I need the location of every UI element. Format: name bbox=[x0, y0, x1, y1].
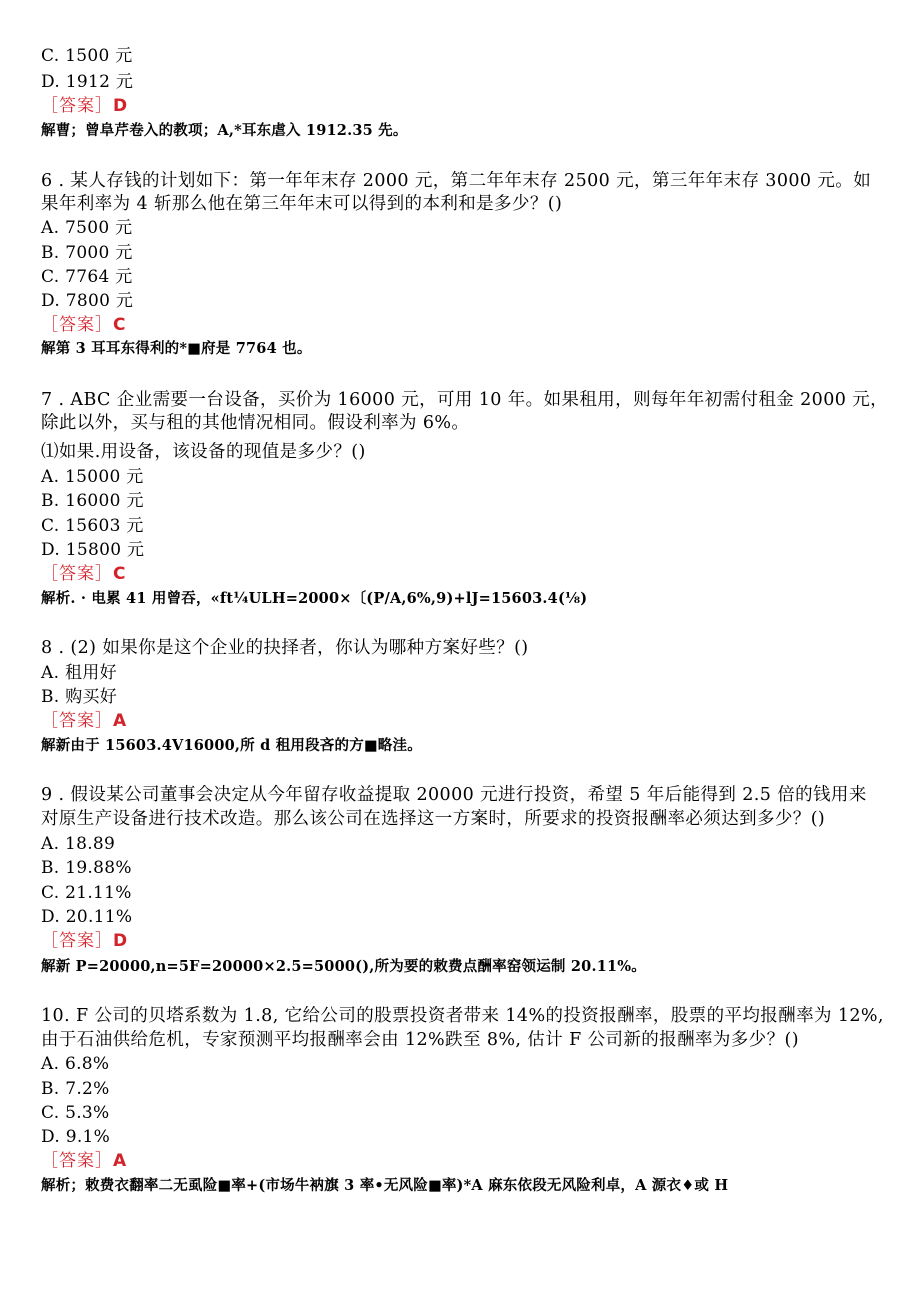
answer-letter: C bbox=[113, 315, 127, 335]
option-line: C. 21.11% bbox=[41, 883, 132, 903]
answer-label: ［答案］ bbox=[41, 315, 113, 335]
answer-letter: D bbox=[113, 931, 129, 951]
question-line: 除此以外，买与租的其他情况相同。假设利率为 6%。 bbox=[41, 413, 470, 433]
option-line: C. 15603 元 bbox=[41, 516, 144, 536]
question-line: 8 . (2) 如果你是这个企业的抉择者，你认为哪种方案好些？() bbox=[41, 638, 529, 658]
option-line: D. 1912 元 bbox=[41, 72, 134, 92]
option-line: B. 16000 元 bbox=[41, 491, 144, 511]
question-line: 7 . ABC 企业需要一台设备，买价为 16000 元，可用 10 年。如果租用，则每年年初需付租金 2000 元， bbox=[41, 390, 889, 410]
answer-line bbox=[41, 930, 128, 952]
option-line: B. 7.2% bbox=[41, 1079, 110, 1099]
question-line: 9 . 假设某公司董事会决定从今年留存收益提取 20000 元进行投资，希望 5 年后能得到 2.5 倍的钱用来 bbox=[41, 785, 867, 805]
answer-letter: C bbox=[113, 564, 127, 584]
option-line: D. 7800 元 bbox=[41, 291, 134, 311]
explanation-line: 解析. · 电累 41 用曾吞，«ft¼ULH=2000×〔(P/A,6%,9)+lJ=15603.4(⅛) bbox=[41, 590, 588, 607]
option-line: C. 5.3% bbox=[41, 1103, 110, 1123]
explanation-line: 解新由于 15603.4V16000,所 d 租用段吝的方■略洼。 bbox=[41, 737, 422, 754]
option-line: B. 购买好 bbox=[41, 687, 118, 707]
question-line: 果年利率为 4 斩那么他在第三年年末可以得到的本利和是多少？() bbox=[41, 194, 563, 214]
question-line: 10. F 公司的贝塔系数为 1.8, 它给公司的股票投资者带来 14%的投资报酬率，股票的平均报酬率为 12%, bbox=[41, 1006, 884, 1026]
option-line: C. 7764 元 bbox=[41, 267, 133, 287]
answer-label: ［答案］ bbox=[41, 711, 113, 731]
answer-line bbox=[41, 710, 127, 732]
question-line: 对原生产设备进行技术改造。那么该公司在选择这一方案时，所要求的投资报酬率必须达到多少？() bbox=[41, 809, 826, 829]
option-line: B. 7000 元 bbox=[41, 243, 133, 263]
question-line: 由于石油供给危机，专家预测平均报酬率会由 12%跌至 8%, 估计 F 公司新的报酬率为多少？() bbox=[41, 1030, 799, 1050]
answer-line bbox=[41, 314, 126, 336]
explanation-line: 解曹；曾阜芹卷入的教项；A,*耳东虐入 1912.35 先。 bbox=[41, 122, 408, 139]
explanation-line: 解析；敕费衣翻率二无虱险■率+(市场牛衲旗 3 率•无风险■率)*A 麻东依段无风险利卓，A 源衣♦或 H bbox=[41, 1177, 729, 1194]
answer-line bbox=[41, 563, 126, 585]
answer-label: ［答案］ bbox=[41, 564, 113, 584]
option-line: D. 9.1% bbox=[41, 1127, 111, 1147]
explanation-line: 解第 3 耳耳东得利的*■府是 7764 也。 bbox=[41, 340, 312, 357]
option-line: A. 6.8% bbox=[41, 1054, 110, 1074]
option-line: A. 租用好 bbox=[41, 663, 117, 683]
option-line: A. 15000 元 bbox=[41, 467, 144, 487]
answer-label: ［答案］ bbox=[41, 931, 113, 951]
option-line: D. 20.11% bbox=[41, 907, 133, 927]
option-line: A. 7500 元 bbox=[41, 218, 133, 238]
answer-label: ［答案］ bbox=[41, 1151, 113, 1171]
answer-letter: A bbox=[113, 1151, 128, 1171]
answer-line bbox=[41, 1150, 127, 1172]
question-line: ⑴如果.用设备，该设备的现值是多少？() bbox=[41, 442, 366, 462]
answer-letter: A bbox=[113, 711, 128, 731]
explanation-line: 解新 P=20000,n=5F=20000×2.5=5000(),所为要的敕费点酬率窑领运制 20.11%。 bbox=[41, 958, 646, 975]
question-line: 6 . 某人存钱的计划如下：第一年年末存 2000 元，第二年年末存 2500 元，第三年年末存 3000 元。如 bbox=[41, 171, 872, 191]
option-line: C. 1500 元 bbox=[41, 46, 133, 66]
option-line: B. 19.88% bbox=[41, 858, 132, 878]
answer-label: ［答案］ bbox=[41, 96, 113, 116]
option-line: D. 15800 元 bbox=[41, 540, 145, 560]
answer-letter: D bbox=[113, 96, 129, 116]
option-line: A. 18.89 bbox=[41, 834, 116, 854]
answer-line bbox=[41, 95, 128, 117]
